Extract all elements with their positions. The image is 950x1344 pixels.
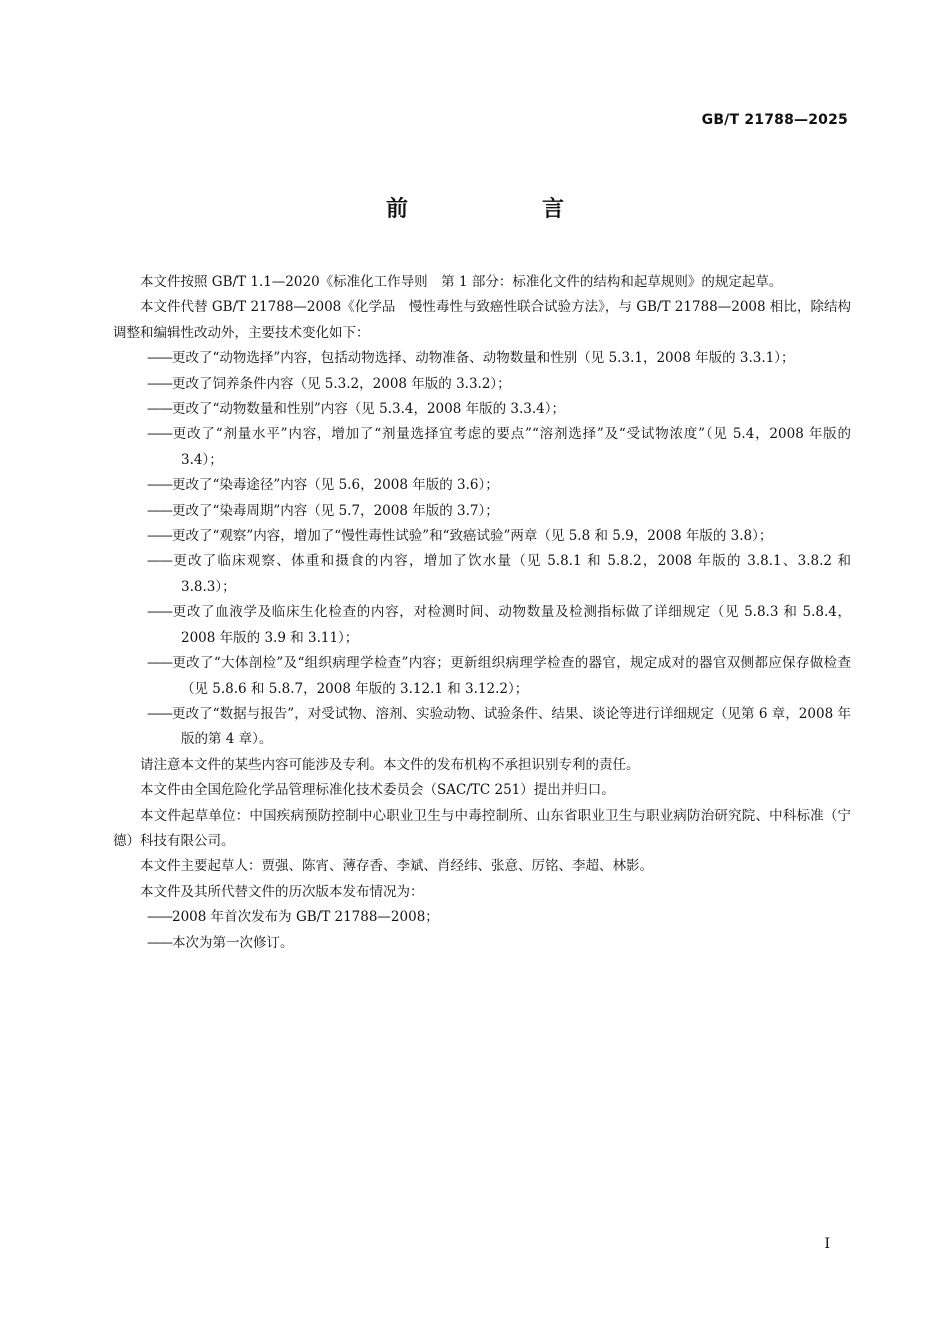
document-body [113, 270, 851, 956]
changes-list [113, 346, 851, 753]
standard-code: GB/T 21788—2025 [701, 112, 848, 128]
list-item: ——更改了“剂量水平”内容，增加了“剂量选择宜考虑的要点”“溶剂选择”及“受试物浓度”（见 5.4，2008 年版的 3.4）； [147, 426, 851, 468]
list-item: ——本次为第一次修订。 [147, 934, 294, 951]
paragraph-drafting-units: 本文件起草单位：中国疾病预防控制中心职业卫生与中毒控制所、山东省职业卫生与职业病防治研究院、中科标准（宁德）科技有限公司。 [113, 807, 851, 849]
list-item: ——更改了血液学及临床生化检查的内容，对检测时间、动物数量及检测指标做了详细规定（见 5.8.3 和 5.8.4，2008 年版的 3.9 和 3.11）； [147, 604, 851, 646]
list-dash: —— [147, 426, 172, 443]
history-list [113, 905, 851, 956]
list-dash: —— [147, 553, 172, 570]
page-title: 前 言 [385, 197, 620, 222]
list-item: ——更改了临床观察、体重和摄食的内容，增加了饮水量（见 5.8.1 和 5.8.2，2008 年版的 3.8.1、3.8.2 和 3.8.3）； [147, 553, 851, 595]
list-dash: —— [147, 477, 172, 494]
list-dash: —— [147, 375, 172, 392]
list-dash: —— [147, 934, 172, 951]
list-item: ——更改了“数据与报告”，对受试物、溶剂、实验动物、试验条件、结果、谈论等进行详细规定（见第 6 章，2008 年版的第 4 章）。 [147, 705, 851, 748]
list-dash: —— [147, 528, 172, 545]
list-item: ——更改了“染毒周期”内容（见 5.7，2008 年版的 3.7）； [147, 502, 499, 519]
list-item: ——更改了“动物选择”内容，包括动物选择、动物准备、动物数量和性别（见 5.3.1，2008 年版的 3.3.1）； [147, 350, 795, 367]
paragraph-history-intro: 本文件及其所代替文件的历次版本发布情况为： [140, 883, 424, 900]
list-item: ——更改了“动物数量和性别”内容（见 5.3.4，2008 年版的 3.3.4）； [147, 401, 565, 418]
paragraph-patent-notice: 请注意本文件的某些内容可能涉及专利。本文件的发布机构不承担识别专利的责任。 [140, 756, 640, 773]
paragraph-replacement: 本文件代替 GB/T 21788—2008《化学品 慢性毒性与致癌性联合试验方法》，与 GB/T 21788—2008 相比，除结构调整和编辑性改动外，主要技术变化如下： [113, 299, 851, 341]
paragraph-drafters: 本文件主要起草人：贾强、陈宵、薄存香、李斌、肖经纬、张意、厉铭、李超、林影。 [140, 858, 653, 875]
list-item: ——2008 年首次发布为 GB/T 21788—2008； [147, 909, 439, 926]
list-item: ——更改了“染毒途径”内容（见 5.6，2008 年版的 3.6）； [147, 477, 499, 494]
list-item: ——更改了“观察”内容，增加了“慢性毒性试验”和“致癌试验”两章（见 5.8 和 5.9，2008 年版的 3.8）； [147, 528, 773, 545]
list-dash: —— [147, 655, 172, 672]
list-item: ——更改了饲养条件内容（见 5.3.2，2008 年版的 3.3.2）； [147, 375, 511, 392]
page-number: I [824, 1236, 830, 1252]
list-dash: —— [147, 909, 172, 926]
list-dash: —— [147, 502, 172, 519]
list-item: ——更改了“大体剖检”及“组织病理学检查”内容；更新组织病理学检查的器官，规定成对的器官双侧都应保存做检查（见 5.8.6 和 5.8.7，2008 年版的 3.12.1 和 3.12.2）； [147, 655, 851, 697]
paragraph-committee: 本文件由全国危险化学品管理标准化技术委员会（SAC/TC 251）提出并归口。 [140, 782, 615, 799]
paragraph-drafting-rules: 本文件按照 GB/T 1.1—2020《标准化工作导则 第 1 部分：标准化文件的结构和起草规则》的规定起草。 [140, 274, 783, 290]
list-dash: —— [147, 401, 172, 418]
list-dash: —— [147, 350, 172, 367]
list-dash: —— [147, 705, 172, 722]
list-dash: —— [147, 604, 172, 621]
